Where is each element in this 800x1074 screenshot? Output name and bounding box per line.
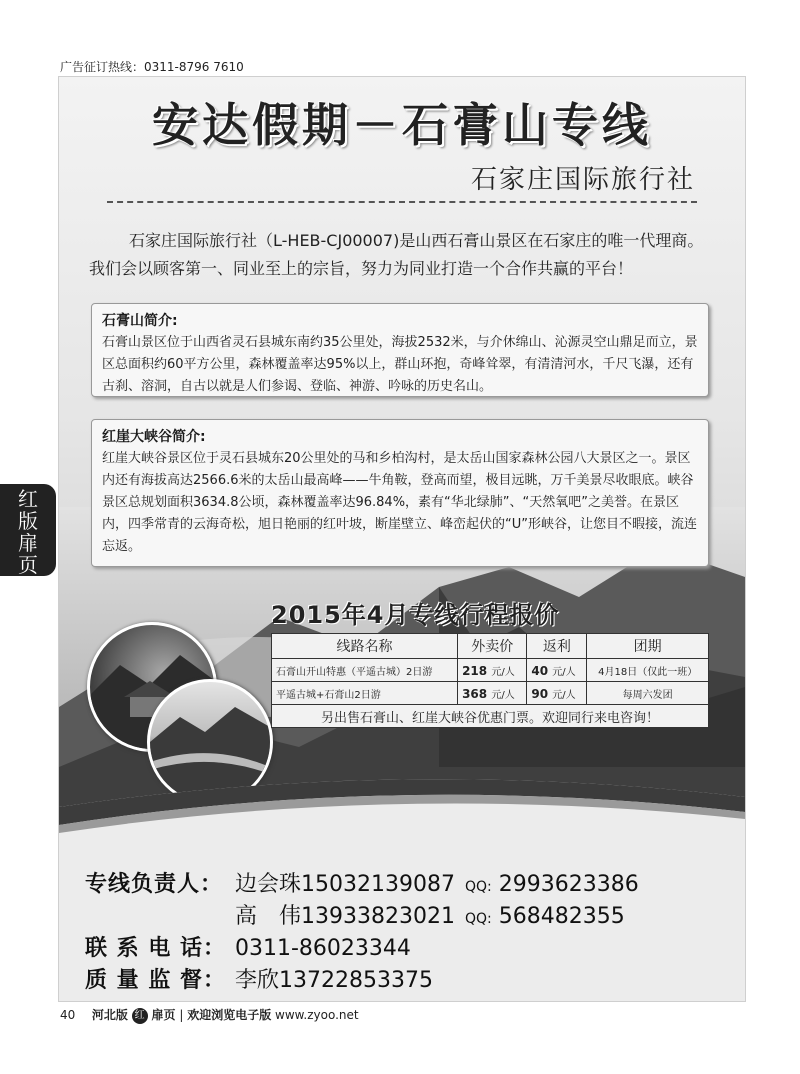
- header-price: 外卖价: [458, 634, 527, 659]
- phone-label: 联 系 电 话：: [85, 936, 226, 961]
- table-note-row: [272, 705, 709, 728]
- box-heading: 石膏山简介:: [102, 313, 178, 329]
- tour-date: 每周六发团: [587, 682, 709, 705]
- section-side-tab: 红 版 扉 页: [0, 484, 56, 576]
- schedule-title: 2015年4月专线行程报价: [271, 601, 560, 629]
- supervisor-label: 质 量 监 督：: [85, 968, 226, 993]
- table-row: [272, 659, 709, 682]
- tour-date: 4月18日（仅此一班）: [587, 659, 709, 682]
- dashed-divider: [107, 201, 697, 203]
- page-footer: 40 河北版 红 扉页 | 欢迎浏览电子版 www.zyoo.net: [60, 1008, 359, 1022]
- footer-slogan: 欢迎浏览电子版: [187, 1008, 272, 1022]
- rebate-cell: 90 元/人: [527, 682, 587, 705]
- manager-2: 高 伟13933823021: [235, 904, 455, 929]
- qq-number-1: 2993623386: [498, 872, 639, 897]
- header-route: 线路名称: [272, 634, 458, 659]
- box-text: 石膏山景区位于山西省灵石县城东南约35公里处，海拔2532米，与介休绵山、沁源灵空山鼎足而立，景区总面积约60平方公里，森林覆盖率达95%以上，群山环抱，奇峰耸翠，有清清河水，千尺飞瀑，还有古刹、溶洞，自古以就是人们参谒、登临、神游、吟咏的历史名山。: [102, 335, 698, 394]
- edition-logo-icon: 红: [132, 1008, 148, 1024]
- phone-number: 0311-86023344: [235, 936, 411, 961]
- footer-url[interactable]: www.zyoo.net: [275, 1008, 359, 1022]
- agency-name: 石家庄国际旅行社: [470, 165, 695, 195]
- supervisor-row: [85, 965, 639, 997]
- route-name: 石膏山开山特惠（平遥古城）2日游: [272, 659, 458, 682]
- qq-label: QQ:: [464, 879, 492, 895]
- manager-1: 边会珠15032139087: [235, 872, 455, 897]
- qq-label: QQ:: [464, 911, 492, 927]
- ticket-note: 另出售石膏山、红崖大峡谷优惠门票。欢迎同行来电咨询！: [272, 705, 709, 728]
- manager-label: 专线负责人：: [85, 872, 224, 897]
- manager-row-1: [85, 869, 639, 901]
- rebate-cell: 40 元/人: [527, 659, 587, 682]
- hongya-canyon-intro-box: [91, 419, 709, 567]
- intro-paragraph: 石家庄国际旅行社（L-HEB-CJ00007)是山西石膏山景区在石家庄的唯一代理商。我们会以顾客第一、同业至上的宗旨，努力为同业打造一个合作共赢的平台！: [89, 231, 704, 278]
- box-text: 红崖大峡谷景区位于灵石县城东20公里处的马和乡柏沟村，是太岳山国家森林公园八大景区之一。景区内还有海拔高达2566.6米的太岳山最高峰——牛角鞍，登高而望，极目远眺，万千美景尽收眼底。峡谷景区总规划面积3634.8公顷，森林覆盖率达96.84%，素有“华北绿肺”、“天然氧吧”之美誉。在景区内，四季常青的云海奇松，旭日艳丽的红叶坡，断崖壁立、峰峦起伏的“U”形峡谷，让您目不暇接，流连忘返。: [102, 451, 697, 554]
- qq-number-2: 568482355: [498, 904, 625, 929]
- manager-row-2: [85, 901, 639, 933]
- edition-label: 河北版: [91, 1008, 128, 1022]
- table-header-row: [272, 634, 709, 659]
- phone-row: [85, 933, 639, 965]
- decorative-swoosh: [59, 767, 745, 867]
- ad-hotline: 广告征订热线：0311-8796 7610: [60, 60, 244, 74]
- advertisement: [58, 76, 746, 1002]
- box-heading: 红崖大峡谷简介:: [102, 429, 206, 445]
- header-date: 团期: [587, 634, 709, 659]
- ad-title: 安达假期－石膏山专线: [152, 98, 652, 152]
- header-rebate: 返利: [527, 634, 587, 659]
- page-number: 40: [60, 1008, 76, 1022]
- supervisor: 李欣13722853375: [235, 968, 433, 993]
- edition-label-2: 扉页: [151, 1008, 176, 1022]
- contact-section: [85, 869, 639, 997]
- table-row: [272, 682, 709, 705]
- shigaoshan-intro-box: [91, 303, 709, 397]
- price-table: [271, 633, 709, 728]
- price-cell: 368 元/人: [458, 682, 527, 705]
- price-cell: 218 元/人: [458, 659, 527, 682]
- route-name: 平遥古城+石膏山2日游: [272, 682, 458, 705]
